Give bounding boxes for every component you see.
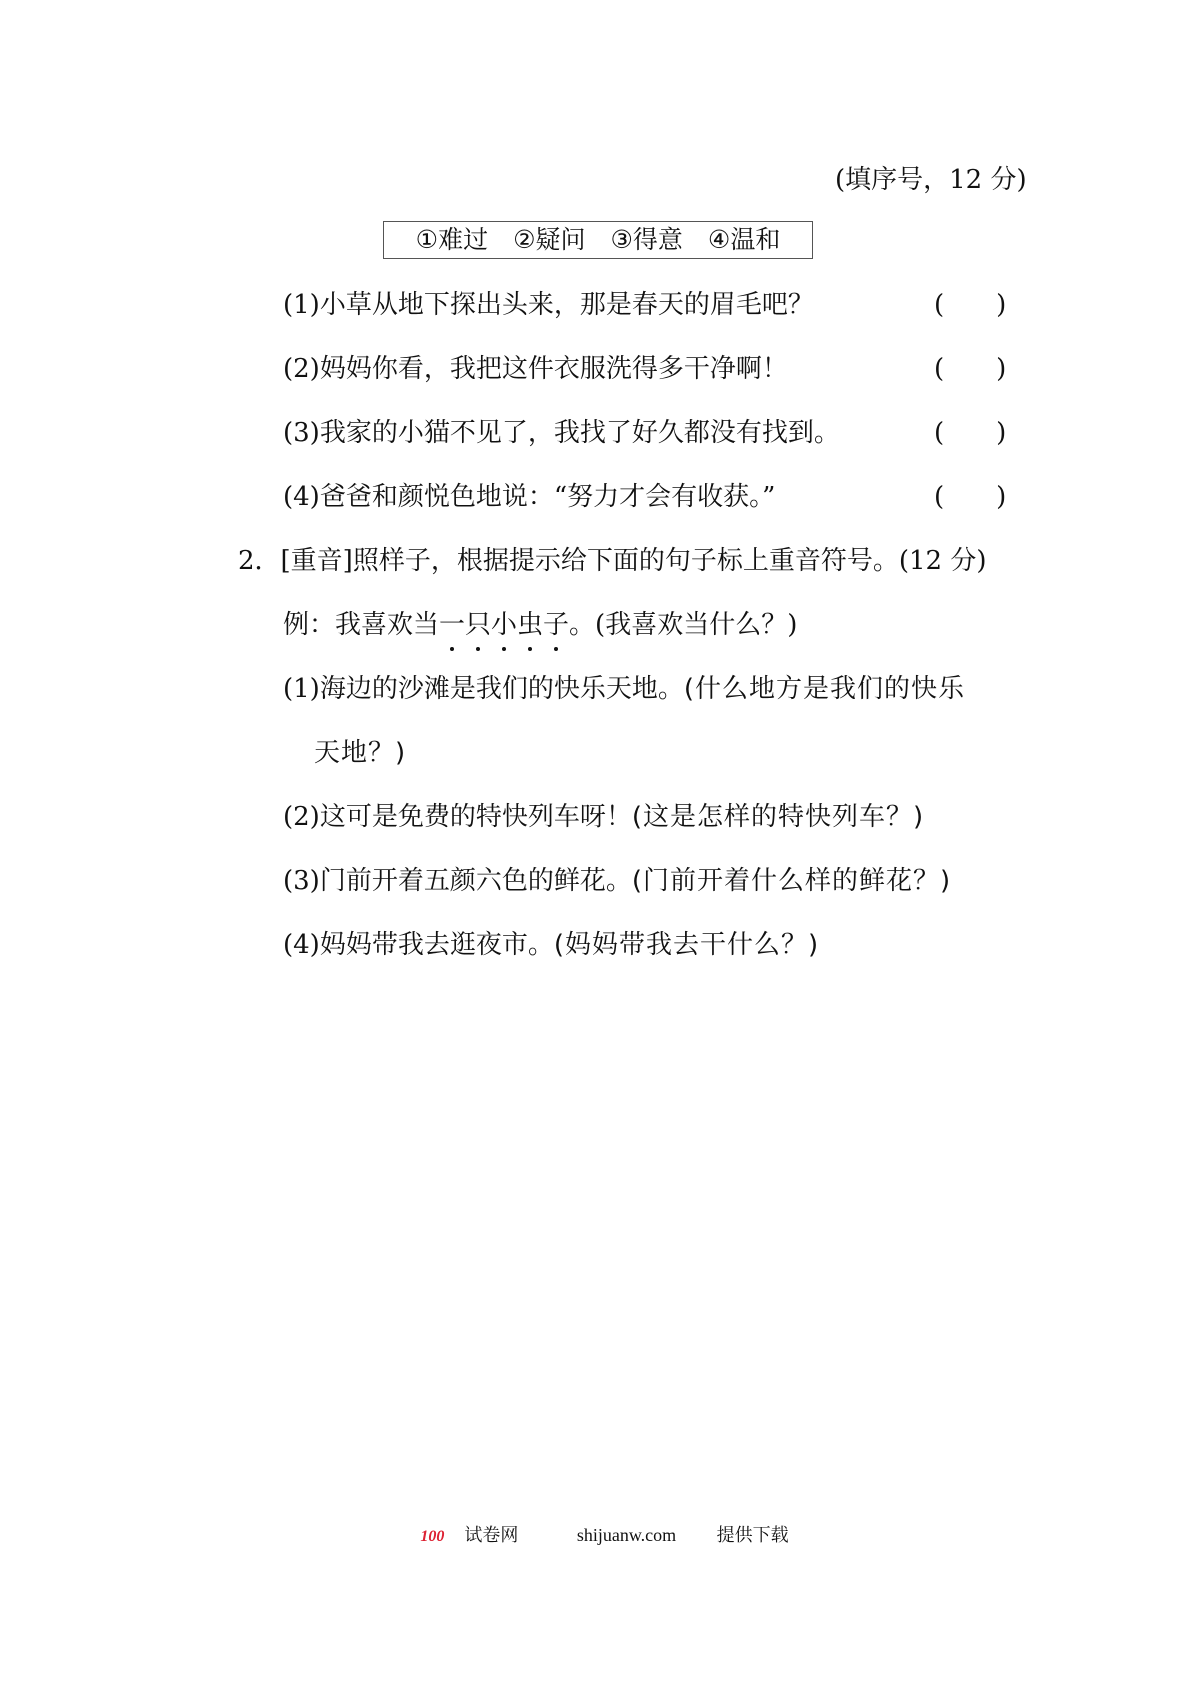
q1-item-3: (3)我家的小猫不见了，我找了好久都没有找到。 (283, 418, 840, 448)
q2-item-1: (1)海边的沙滩是我们的快乐天地。(什么地方是我们的快乐 (283, 674, 965, 704)
answer-paren-4: ( ) (934, 482, 1007, 512)
score-note: (填序号，12 分) (835, 165, 1027, 195)
q2-item-2: (2)这可是免费的特快列车呀！(这是怎样的特快列车？) (283, 802, 925, 832)
answer-paren-2: ( ) (934, 354, 1007, 384)
options-box (383, 221, 813, 259)
q2-title: 2．[重音]照样子，根据提示给下面的句子标上重音符号。(12 分) (238, 546, 987, 576)
footer (0, 1521, 1191, 1547)
q2-item-4: (4)妈妈带我去逛夜市。(妈妈带我去干什么？) (283, 930, 820, 960)
q2-hint-4: (妈妈带我去干什么？) (553, 930, 820, 960)
answer-paren-3: ( ) (934, 418, 1007, 448)
footer-url[interactable]: shijuanw.com (576, 1525, 677, 1545)
answer-paren-1: ( ) (934, 290, 1007, 320)
q1-item-4: (4)爸爸和颜悦色地说：“努力才会有收获。” (283, 482, 776, 512)
example-stressed: 一只小虫子 (439, 610, 569, 640)
options-text: ①难过 ②疑问 ③得意 ④温和 (415, 225, 781, 254)
q2-example (283, 609, 797, 641)
q1-item-1: (1)小草从地下探出头来，那是春天的眉毛吧？ (283, 290, 814, 320)
q2-item-3: (3)门前开着五颜六色的鲜花。(门前开着什么样的鲜花？) (283, 866, 952, 896)
q2-hint-3: (门前开着什么样的鲜花？) (631, 866, 952, 896)
q2-hint-2: (这是怎样的特快列车？) (631, 802, 925, 832)
example-hint: (我喜欢当什么？) (595, 610, 798, 640)
example-suffix: 。 (569, 610, 596, 640)
q2-hint-1: (什么地方是我们的快乐 (683, 674, 965, 704)
example-prefix: 例：我喜欢当 (283, 610, 440, 640)
q1-item-2: (2)妈妈你看，我把这件衣服洗得多干净啊！ (283, 354, 788, 384)
q2-item-1-cont: 天地？) (314, 738, 407, 768)
logo-100: 100 (420, 1528, 445, 1545)
footer-tagline: 提供下载 (716, 1525, 789, 1545)
footer-brand: 100 试卷网 (420, 1525, 519, 1545)
